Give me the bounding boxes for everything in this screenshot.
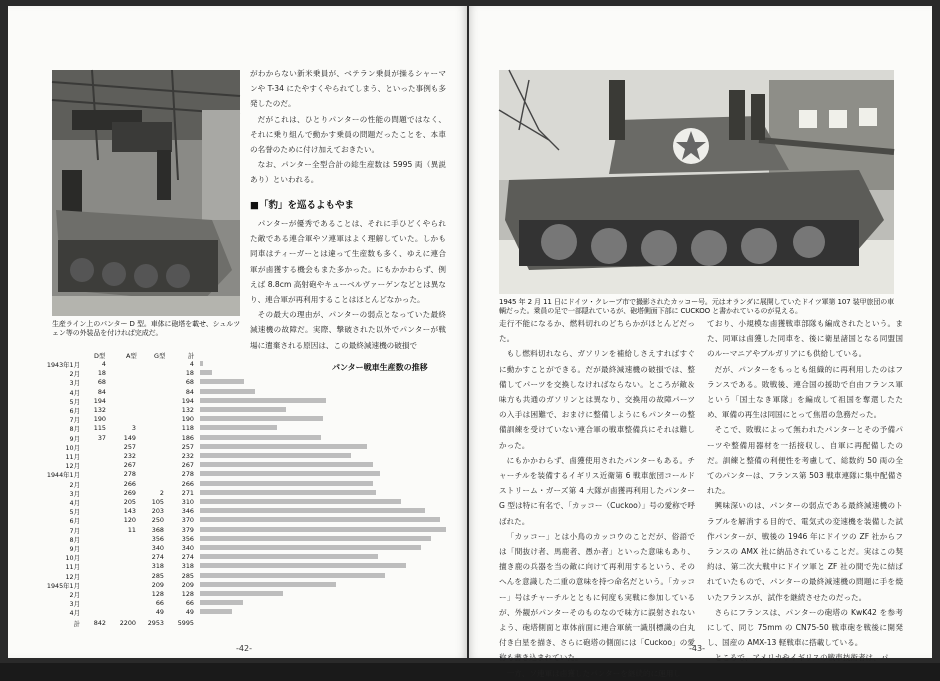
row-month-label: 5月	[69, 397, 80, 406]
production-bar	[200, 554, 378, 559]
factory-photo	[52, 70, 240, 316]
row-g-value: 274	[151, 553, 164, 562]
row-g-value: 356	[151, 534, 164, 543]
cuckoo-tank-photo	[499, 70, 894, 294]
left-para-2: だがこれは、ひとりパンターの性能の問題ではなく、それに乗り組んで動かす乗員の問題だったことを、本車の名誉のために付け加えておきたい。	[250, 114, 446, 155]
right-col2-para-5: さらにフランスは、パンターの砲塔の KwK42 を参考にして、同じ 75mm の CN75-50 戦車砲を戦後に開発し、国産の AMX-13 軽戦車に搭載している。	[707, 607, 903, 648]
row-month-label: 1945年1月	[46, 581, 80, 590]
row-total-value: 132	[181, 406, 194, 414]
production-bar	[200, 563, 406, 568]
row-total-value: 370	[181, 516, 194, 525]
production-bar	[200, 609, 232, 614]
sum-a-value: 2200	[119, 618, 136, 627]
production-bar	[200, 425, 277, 430]
production-bar	[200, 600, 243, 605]
row-total-value: 4	[189, 360, 194, 368]
row-g-value: 340	[151, 544, 164, 552]
row-total-value: 379	[181, 525, 194, 534]
row-month-label: 4月	[69, 609, 80, 618]
left-page	[8, 6, 467, 658]
row-a-value: 232	[123, 452, 136, 460]
row-total-value: 68	[185, 378, 194, 387]
row-month-label: 3月	[69, 600, 80, 609]
table-row	[42, 406, 452, 414]
production-bar	[200, 453, 351, 458]
right-col-2	[707, 316, 903, 666]
row-month-label: 2月	[69, 370, 80, 379]
row-total-value: 49	[185, 608, 194, 617]
row-total-value: 356	[181, 534, 194, 543]
right-col2-para-2: だが、パンターをもっとも組織的に再利用したのはフランスである。敗戦後、連合国の援助で自由フランス軍という「国土なき軍隊」を編成して祖国を奪還したため、軍備の再生は同国にとって焦眉の急務だった。	[707, 364, 903, 420]
row-month-label: 12月	[65, 572, 80, 581]
table-row	[42, 397, 452, 405]
row-month-label: 2月	[69, 591, 80, 599]
table-row	[42, 378, 452, 386]
right-col2-para-1: ており、小規模な鹵獲戦車部隊も編成されたという。また、同軍は鹵獲した同車を、後に衛星諸国となる同盟国のルーマニアやブルガリアにも供給している。	[707, 319, 903, 359]
right-col1-para-5: 一方、ソ連軍は鹵獲したパンターを継続的に運用し	[506, 668, 681, 678]
production-bar	[200, 545, 421, 550]
row-month-label: 4月	[69, 388, 80, 397]
table-row	[42, 581, 452, 589]
row-total-value: 278	[181, 470, 194, 479]
row-total-value: 340	[181, 544, 194, 552]
page-number-right: -43-	[689, 644, 705, 653]
production-bar	[200, 379, 244, 384]
row-a-value: 11	[127, 525, 136, 534]
row-month-label: 11月	[65, 563, 80, 572]
chart-title: パンター戦車生産数の推移	[332, 363, 428, 372]
right-col1-para-3: にもかかわらず、鹵獲使用されたパンターもある。チャーチルを装備するイギリス近衛第 6 戦車旅団コールドストリーム・ガーズ第 4 大隊が鹵獲再利用したパンター G 型は特に有名で、「カッコー（Cuckoo）」号の愛称で呼ばれた。	[499, 455, 695, 526]
right-col2-para-6: ところで、アメリカやイギリスの戦車技術者は、パ	[714, 653, 889, 663]
sum-label: 計	[73, 619, 80, 628]
left-para-4: パンターが優秀であることは、それに手ひどくやられた敵である連合軍やソ連軍はよく理解していた。しかも同車はティーガーとは違って生産数も多く、ゆえに連合軍が鹵獲する機会もまた多かった。にもかかわらず、例えば 8.8cm 高射砲やキューベルヴァーゲンなどとは異なり、連合軍が再利用することはほとんどなかった。	[250, 219, 446, 305]
right-col-1	[499, 316, 695, 681]
left-body-upper	[250, 66, 446, 188]
row-d-value: 115	[93, 424, 106, 433]
right-col2-para-4: 興味深いのは、パンターの弱点である最終減速機のトラブルを解消する目的で、電気式の変速機を装備した試作パンターが、戦後の 1946 年にドイツの ZF 社からフランスの AMX 社に納品されていることだ。実はこの契約は、第二次大戦中にドイツ軍と ZF 社の間で先に結ばれていたもので、パンターの最終減速機の問題に手を焼いたフランスが、試作を継続させたのだった。	[707, 501, 903, 602]
row-total-value: 209	[181, 580, 194, 589]
row-g-value: 66	[155, 599, 164, 608]
row-total-value: 186	[181, 433, 194, 442]
col-header-d: D型	[94, 352, 106, 360]
row-d-value: 68	[97, 378, 106, 387]
row-total-value: 310	[181, 498, 194, 506]
row-month-label: 3月	[69, 379, 80, 388]
row-d-value: 194	[93, 396, 106, 405]
table-row	[42, 507, 452, 515]
factory-photo-caption: 生産ライン上のパンター D 型。車体に砲塔を載せ、シュルツェン等の外装品を付ければ完成だ。	[52, 320, 241, 337]
production-bar	[200, 527, 446, 532]
right-page	[469, 6, 932, 678]
production-bar	[200, 398, 326, 403]
production-bar	[200, 508, 425, 513]
sum-g-value: 2953	[147, 618, 164, 627]
table-row	[42, 544, 452, 552]
right-col2-para-3: そこで、敗戦によって無われたパンターとその予備パーツや整備用器材を一括接収し、自軍に再配備したのだ。訓練と整備の利便性を考慮して、総数約 50 両の全てのパンターは、フランス第 503 戦車連隊に集中配備された。	[707, 425, 903, 496]
row-d-value: 132	[93, 406, 106, 414]
production-bar	[200, 462, 373, 467]
row-g-value: 250	[151, 516, 164, 525]
row-g-value: 2	[159, 488, 164, 497]
row-total-value: 18	[185, 369, 194, 378]
row-d-value: 84	[97, 387, 106, 396]
row-total-value: 194	[181, 396, 194, 405]
production-bar	[200, 416, 323, 421]
row-g-value: 285	[151, 571, 164, 580]
row-d-value: 190	[93, 415, 106, 424]
row-a-value: 143	[123, 507, 136, 516]
table-row	[42, 415, 452, 423]
row-a-value: 267	[123, 461, 136, 470]
row-total-value: 190	[181, 415, 194, 424]
row-total-value: 285	[181, 571, 194, 580]
production-bar	[200, 481, 373, 486]
production-bar	[200, 407, 286, 412]
production-bar	[200, 361, 203, 366]
table-row	[42, 535, 452, 543]
table-row	[42, 388, 452, 396]
table-row	[42, 599, 452, 607]
page-number-left: -42-	[236, 644, 252, 653]
table-row	[42, 480, 452, 488]
row-a-value: 269	[123, 488, 136, 497]
row-a-value: 3	[131, 424, 136, 433]
row-g-value: 203	[151, 507, 164, 516]
row-month-label: 4月	[69, 499, 80, 507]
table-row	[42, 562, 452, 570]
production-bar	[200, 471, 380, 476]
row-a-value: 205	[123, 498, 136, 506]
row-g-value: 105	[151, 498, 164, 506]
row-month-label: 11月	[65, 453, 80, 461]
production-bar	[200, 389, 255, 394]
production-bar	[200, 435, 321, 440]
row-d-value: 4	[101, 360, 106, 368]
row-month-label: 8月	[69, 425, 80, 434]
row-month-label: 6月	[69, 517, 80, 526]
row-month-label: 8月	[69, 535, 80, 544]
left-body-lower	[250, 216, 446, 353]
col-header-total: 計	[188, 352, 195, 360]
production-bar	[200, 370, 212, 375]
row-total-value: 271	[181, 488, 194, 497]
production-bar	[200, 499, 401, 504]
row-total-value: 318	[181, 562, 194, 571]
left-para-3: なお、パンター全型合計の総生産数は 5995 両（異説あり）といわれる。	[250, 160, 446, 185]
table-row	[42, 498, 452, 506]
production-bar	[200, 517, 440, 522]
row-month-label: 5月	[69, 508, 80, 517]
row-total-value: 232	[181, 452, 194, 460]
row-month-label: 3月	[69, 489, 80, 498]
row-g-value: 49	[155, 608, 164, 617]
row-month-label: 1943年1月	[46, 361, 80, 369]
section-heading: ■「豹」を巡るよもやま	[250, 200, 354, 211]
table-row	[42, 461, 452, 469]
table-row	[42, 369, 452, 377]
table-row	[42, 516, 452, 524]
production-bar	[200, 573, 385, 578]
row-a-value: 257	[123, 442, 136, 451]
row-month-label: 12月	[65, 462, 80, 471]
row-total-value: 66	[185, 599, 194, 608]
row-a-value: 266	[123, 479, 136, 488]
table-row	[42, 443, 452, 451]
col-header-a: A型	[126, 352, 137, 360]
row-month-label: 10月	[65, 443, 80, 452]
row-g-value: 318	[151, 562, 164, 571]
table-row	[42, 424, 452, 432]
row-month-label: 9月	[69, 545, 80, 553]
row-total-value: 266	[181, 479, 194, 488]
row-total-value: 84	[185, 387, 194, 396]
table-row	[42, 489, 452, 497]
right-col1-para-2: もし燃料切れなら、ガソリンを補給しさえすればすぐに動かすことができる。だが最終減速機の破損では、整備してパーツを交換しなければならない。ところが敵＆味方も共通のガソリンとは異なり、交換用の故障パーツの入手は困難で、おまけに整備しようにもパンターの整備訓練を受けていない連合軍の戦車整備兵にそれは難しかった。	[499, 349, 695, 450]
row-a-value: 149	[123, 433, 136, 442]
sum-d-value: 842	[93, 618, 106, 627]
table-row	[42, 452, 452, 460]
table-sum-row	[42, 619, 452, 627]
row-month-label: 2月	[69, 480, 80, 489]
right-col1-para-4: 「カッコー」とは小鳥のカッコウのことだが、俗語では「間抜け者、馬鹿者、愚か者」といった意味もあり、擅き鹿の兵器を当の敵に向けて再利用するという、そのへんを意識した二重の意味を持つ命名だという。「カッコー」号はチャーチルとともに何度も実戦に参加しているが、外観がパンターそのものなので味方に誤射されないよう、砲塔側面と車体前面に連合軍統一識別標識の白丸付き白星を描き、さらに砲塔の側面には「Cuckoo」の愛称も書き込まれていた。	[499, 531, 695, 663]
right-col1-para-1: 走行不能になるか、燃料切れのどちらかがほとんどだった。	[499, 319, 695, 344]
row-total-value: 257	[181, 442, 194, 451]
table-row	[42, 526, 452, 534]
row-total-value: 267	[181, 461, 194, 470]
table-row	[42, 572, 452, 580]
row-month-label: 1944年1月	[46, 471, 80, 480]
table-row	[42, 590, 452, 598]
row-month-label: 6月	[69, 407, 80, 415]
row-g-value: 128	[151, 590, 164, 598]
row-total-value: 274	[181, 553, 194, 562]
production-table	[42, 351, 452, 641]
cuckoo-photo-caption: 1945 年 2 月 11 日にドイツ・クレーブ市で撮影されたカッコー号。元はオランダに展開していたドイツ軍第 107 装甲旅団の車輌だった。乗員の足で一部隠れているが、砲塔側面下部に CUCKOO と書かれているのが見える。	[499, 298, 895, 315]
row-total-value: 128	[181, 590, 194, 598]
row-a-value: 120	[123, 516, 136, 525]
row-total-value: 346	[181, 507, 194, 516]
row-total-value: 118	[181, 424, 194, 433]
row-d-value: 18	[97, 369, 106, 378]
production-bar	[200, 591, 283, 596]
row-g-value: 209	[151, 580, 164, 589]
production-bar	[200, 582, 336, 587]
row-g-value: 368	[151, 525, 164, 534]
production-bar	[200, 444, 367, 449]
col-header-g: G型	[154, 352, 166, 360]
row-month-label: 7月	[69, 416, 80, 425]
row-d-value: 37	[97, 433, 106, 442]
production-bar	[200, 536, 431, 541]
left-para-5: その最大の理由が、パンターの弱点となっていた最終減速機の故障だ。実際、撃破された以外でパンターが戦場に遺棄される原因は、この最終減速機の破損で	[250, 310, 446, 350]
sum-total-value: 5995	[177, 618, 194, 627]
row-month-label: 7月	[69, 526, 80, 535]
left-para-1: がわからない新米乗員が、ベテラン乗員が操るシャーマンや T-34 にたやすくやられてしまう、といった事例も多発したのだ。	[250, 69, 446, 109]
table-row	[42, 360, 452, 368]
row-a-value: 278	[123, 470, 136, 479]
production-bar	[200, 490, 376, 495]
table-row	[42, 434, 452, 442]
row-month-label: 9月	[69, 434, 80, 443]
row-month-label: 10月	[65, 554, 80, 563]
table-row	[42, 470, 452, 478]
table-row	[42, 608, 452, 616]
table-row	[42, 553, 452, 561]
